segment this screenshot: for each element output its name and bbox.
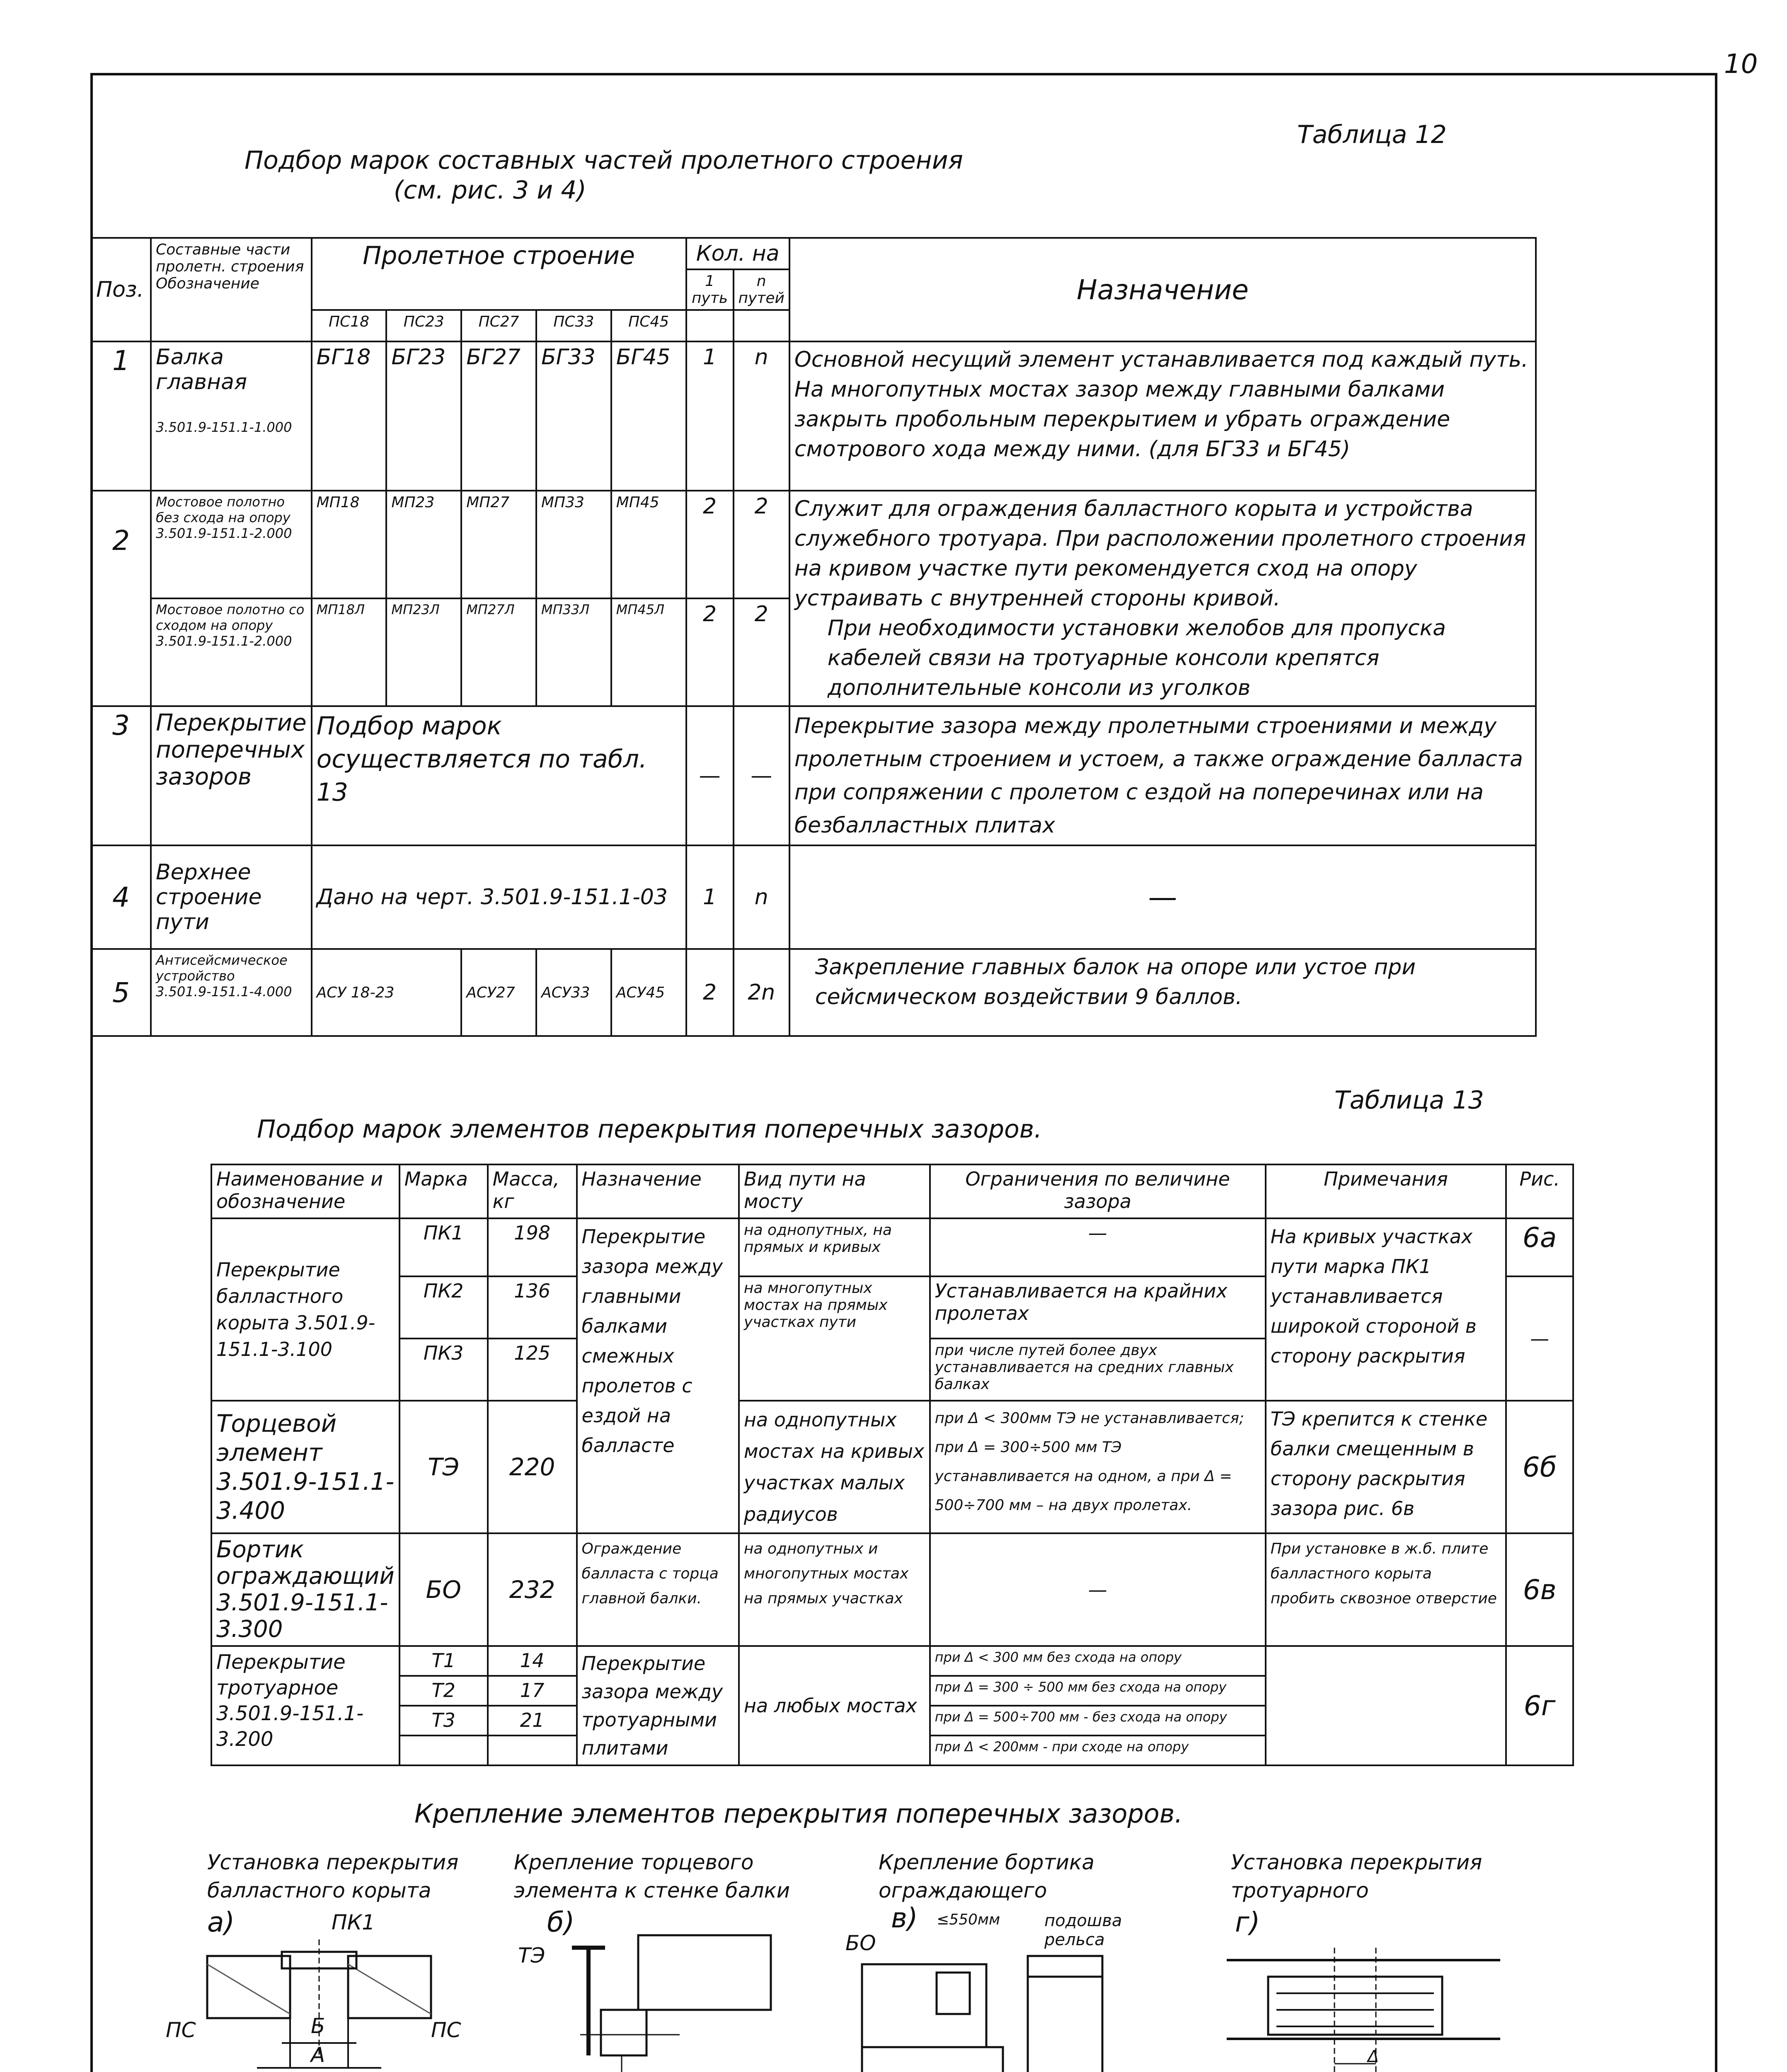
table13-row (211, 1401, 1573, 1533)
th-qty-n: n путей (734, 269, 789, 310)
fig-a-drawing (157, 1931, 497, 2072)
th-fig: Рис. (1506, 1164, 1573, 1218)
th-qty-1b (686, 310, 734, 341)
hatch (207, 1964, 290, 2014)
limit: при Δ = 300 ÷ 500 мм без схода на опору (930, 1676, 1266, 1706)
cell-mark: БГ23 (386, 341, 461, 491)
mass: 220 (488, 1401, 577, 1533)
table12-row (91, 491, 1536, 598)
mass: 14 (488, 1646, 577, 1676)
cell-pos: 1 (91, 341, 151, 491)
cell-mark: МП23 (386, 491, 461, 598)
track: на однопутных и многопутных мостах на прямых участках (739, 1533, 930, 1646)
th-parts-2: пролетн. строения (156, 258, 304, 275)
table12-row (91, 706, 1536, 845)
g3-name: Бортик ограждающий 3.501.9-151.1-3.300 (211, 1533, 400, 1646)
mark: ТЭ (400, 1401, 488, 1533)
cell-mark: МП27Л (461, 598, 536, 706)
th-parts-3: Обозначение (156, 275, 259, 292)
fig-a-b: Б (311, 2014, 325, 2038)
th-qty: Кол. на (686, 238, 789, 269)
cell-q1: 1 (686, 845, 734, 949)
g1-purpose: Перекрытие зазора между главными балками смежных пролетов с ездой на балласте (577, 1218, 739, 1533)
hatch (348, 1964, 431, 2014)
mass: 198 (488, 1218, 577, 1276)
cell-mark: МП45Л (611, 598, 686, 706)
cell-q1: — (686, 706, 734, 845)
track: на многопутных мостах на прямых участках пути (739, 1276, 930, 1401)
cell-qn: n (734, 341, 789, 491)
th-span-3: ПС33 (536, 310, 611, 341)
mass: 21 (488, 1706, 577, 1736)
th-name: Наименование и обозначение (211, 1164, 400, 1218)
cell-mark: МП45 (611, 491, 686, 598)
mark: ПК3 (400, 1339, 488, 1401)
table13-row (211, 1218, 1573, 1276)
fig-g-drawing (1218, 1944, 1509, 2072)
fig-v-dim: ≤550мм (937, 1911, 1000, 1928)
fig: 6б (1506, 1401, 1573, 1533)
fig-b-te: ТЭ (518, 1944, 545, 1968)
fig-v-letter: в) (891, 1902, 918, 1934)
table13-row (211, 1646, 1573, 1676)
cell-name (151, 949, 312, 1036)
th-span-1: ПС23 (386, 310, 461, 341)
table12-row (91, 341, 1536, 491)
bracket (601, 2010, 647, 2055)
g4-track: на любых мостах (739, 1646, 930, 1765)
th-track: Вид пути на мосту (739, 1164, 930, 1218)
th-parts (151, 238, 312, 341)
limit: при числе путей более двух устанавливается на средних главных балках (930, 1339, 1266, 1401)
g1-name: Перекрытие балластного корыта 3.501.9-151.1-3.100 (211, 1218, 400, 1401)
page-number: 10 (1724, 49, 1758, 80)
cell-mark: МП18Л (312, 598, 387, 706)
cell-purpose: Закрепление главных балок на опоре или устое при сейсмическом воздействии 9 баллов. (789, 949, 1536, 1036)
part-code: 3.501.9-151.1-2.000 (156, 525, 292, 541)
g4-name: Перекрытие тротуарное 3.501.9-151.1-3.200 (211, 1646, 400, 1765)
cell-mark: БГ33 (536, 341, 611, 491)
mark: Т1 (400, 1646, 488, 1676)
beam-wall (638, 1935, 771, 2010)
limit: при Δ < 200мм - при сходе на опору (930, 1736, 1266, 1765)
limit: при Δ < 300 мм без схода на опору (930, 1646, 1266, 1676)
cell-mark: АСУ33 (536, 949, 611, 1036)
slab (862, 2047, 1003, 2072)
cell-span-text: Дано на черт. 3.501.9-151.1-03 (312, 845, 686, 949)
table12-header-row (91, 238, 1536, 269)
cell-qn: 2 (734, 598, 789, 706)
cell-name (151, 341, 312, 491)
th-qty-nb (734, 310, 789, 341)
mark: Т2 (400, 1676, 488, 1706)
cell-purpose (789, 491, 1536, 706)
limit: при Δ < 300мм ТЭ не устанавливается; при Δ = 300÷500 мм ТЭ устанавливается на одном, а при Δ = 500÷700 мм – на двух пролетах. (930, 1401, 1266, 1533)
th-mass: Масса, кг (488, 1164, 577, 1218)
fig-b-drawing (555, 1923, 787, 2072)
limit: — (930, 1533, 1266, 1646)
th-note: Примечания (1266, 1164, 1506, 1218)
g2-name: Торцевой элемент 3.501.9-151.1-3.400 (211, 1401, 400, 1533)
cell-mark: МП33Л (536, 598, 611, 706)
cell-purpose: Перекрытие зазора между пролетными строениями и между пролетным строением и устоем, а также ограждение балласта при сопряжении с пролетом с ездой на поперечинах или на безбалластных плитах (789, 706, 1536, 845)
fig-g-delta: Δ (1368, 2047, 1379, 2066)
part-code: 3.501.9-151.1-4.000 (156, 984, 292, 1000)
table13 (211, 1164, 1574, 1766)
th-qty-1: 1 путь (686, 269, 734, 310)
cell-pos: 4 (91, 845, 151, 949)
table13-caption: Таблица 13 (1334, 1086, 1484, 1115)
part-name: Мостовое полотно без схода на опору (156, 494, 291, 525)
cell-mark: АСУ 18-23 (312, 949, 462, 1036)
fig-a-title: Установка перекрытия балластного корыта (207, 1850, 459, 1903)
cell-q1: 2 (686, 491, 734, 598)
mass: 17 (488, 1676, 577, 1706)
table13-row (211, 1533, 1573, 1646)
mark: БО (400, 1533, 488, 1646)
cell-pos: 2 (91, 491, 151, 706)
limit: Устанавливается на крайних пролетах (930, 1276, 1266, 1339)
right-slab (348, 1956, 431, 2018)
table12 (90, 237, 1537, 1037)
bo-element (937, 1973, 970, 2014)
table13-header-row (211, 1164, 1573, 1218)
g3-purpose: Ограждение балласта с торца главной балки. (577, 1533, 739, 1646)
mark: Т3 (400, 1706, 488, 1736)
fig-g-letter: г) (1235, 1906, 1260, 1938)
fig: 6а (1506, 1218, 1573, 1276)
cell-mark: БГ18 (312, 341, 387, 491)
fig-a-letter: а) (207, 1906, 235, 1938)
note: ТЭ крепится к стенке балки смещенным в сторону раскрытия зазора рис. 6в (1266, 1401, 1506, 1533)
limit: при Δ = 500÷700 мм - без схода на опору (930, 1706, 1266, 1736)
fig: — (1506, 1276, 1573, 1401)
part-name: Мостовое полотно со сходом на опору (156, 602, 305, 633)
cell-name (151, 491, 312, 598)
purpose-text: Служит для ограждения балластного корыта и устройства служебного тротуара. При расположении пролетного строения на кривом участке пути рекомендуется сход на опору устраивать с внутренней стороны кривой. (794, 496, 1526, 611)
mass: 136 (488, 1276, 577, 1339)
cell-mark: БГ27 (461, 341, 536, 491)
table12-subtitle: (см. рис. 3 и 4) (394, 176, 586, 205)
g4-purpose: Перекрытие зазора между тротуарными плитами (577, 1646, 739, 1765)
th-span-0: ПС18 (312, 310, 387, 341)
fig-b-letter: б) (547, 1906, 575, 1938)
table12-title: Подбор марок составных частей пролетного строения (245, 146, 963, 175)
purpose-text-2: При необходимости установки желобов для пропуска кабелей связи на тротуарные консоли крепятся дополнительные консоли из уголков (827, 616, 1446, 700)
ballast-trough (862, 1964, 986, 2047)
part-name: Антисейсмическое устройство (156, 952, 288, 984)
cell-mark: МП27 (461, 491, 536, 598)
part-code: 3.501.9-151.1-1.000 (156, 419, 292, 435)
cell-q1: 2 (686, 598, 734, 706)
th-span-4: ПС45 (611, 310, 686, 341)
th-span: Пролетное строение (312, 238, 686, 310)
cell-mark: МП18 (312, 491, 387, 598)
cell-mark: МП23Л (386, 598, 461, 706)
cell-qn: — (734, 706, 789, 845)
cell-purpose: Основной несущий элемент устанавливается под каждый путь. На многопутных мостах зазор между главными балками закрыть пробольным перекрытием и убрать ограждение смотрового хода между ними. (для БГ33 и БГ45) (789, 341, 1536, 491)
cell-q1: 1 (686, 341, 734, 491)
cell-span-text: Подбор марок осуществляется по табл. 13 (312, 706, 686, 845)
fig-a-pk: ПК1 (332, 1910, 375, 1934)
th-purpose: Назначение (577, 1164, 739, 1218)
cell-name: Верхнее строение пути (151, 845, 312, 949)
part-name: Балка главная (156, 345, 247, 395)
th-pos: Поз. (91, 238, 151, 341)
note: При установке в ж.б. плите балластного корыта пробить сквозное отверстие (1266, 1533, 1506, 1646)
cell-pos: 5 (91, 949, 151, 1036)
table12-row (91, 949, 1536, 1036)
fig-b-title: Крепление торцевого элемента к стенке балки (514, 1850, 790, 1903)
cell-mark: АСУ27 (461, 949, 536, 1036)
table12-row (91, 845, 1536, 949)
cell-mark: БГ45 (611, 341, 686, 491)
mass (488, 1736, 577, 1765)
cell-name: Перекрытие поперечных зазоров (151, 706, 312, 845)
fig-v-drawing (854, 1948, 1144, 2072)
cell-q1: 2 (686, 949, 734, 1036)
fig-a-ps-left: ПС (166, 2018, 196, 2042)
mass: 232 (488, 1533, 577, 1646)
left-slab (207, 1956, 290, 2018)
fig-a-a: А (311, 2043, 325, 2067)
cell-mark: МП33 (536, 491, 611, 598)
fig: 6г (1506, 1646, 1573, 1765)
mark (400, 1736, 488, 1765)
fig-v-bo: БО (845, 1931, 876, 1955)
figures-heading: Крепление элементов перекрытия поперечных зазоров. (414, 1798, 1183, 1829)
part-code: 3.501.9-151.1-2.000 (156, 633, 292, 649)
th-mark: Марка (400, 1164, 488, 1218)
fig-v-rail: подошва рельса (1044, 1911, 1122, 1949)
track: на однопутных, на прямых и кривых (739, 1218, 930, 1276)
g1-note: На кривых участках пути марка ПК1 устанавливается широкой стороной в сторону раскрытия (1266, 1218, 1506, 1401)
cell-pos: 3 (91, 706, 151, 845)
cell-qn: 2n (734, 949, 789, 1036)
th-limit: Ограничения по величине зазора (930, 1164, 1266, 1218)
fig-v-title: Крепление бортика ограждающего (879, 1850, 1094, 1903)
fig-a-ps-right: ПС (431, 2018, 461, 2042)
table12-caption: Таблица 12 (1297, 120, 1447, 149)
fig: 6в (1506, 1533, 1573, 1646)
cell-mark: АСУ45 (611, 949, 686, 1036)
th-purpose: Назначение (789, 238, 1536, 341)
g4-note (1266, 1646, 1506, 1765)
sleeper (1028, 1956, 1102, 1977)
track: на однопутных мостах на кривых участках малых радиусов (739, 1401, 930, 1533)
cell-qn: 2 (734, 491, 789, 598)
cell-qn: n (734, 845, 789, 949)
table13-title: Подбор марок элементов перекрытия поперечных зазоров. (257, 1115, 1042, 1144)
mark: ПК2 (400, 1276, 488, 1339)
th-span-2: ПС27 (461, 310, 536, 341)
mark: ПК1 (400, 1218, 488, 1276)
ps-beam (1028, 1956, 1102, 2072)
cell-name (151, 598, 312, 706)
fig-g-title: Установка перекрытия тротуарного (1231, 1850, 1482, 1903)
limit: — (930, 1218, 1266, 1276)
cell-purpose: — (789, 845, 1536, 949)
mass: 125 (488, 1339, 577, 1401)
th-parts-1: Составные части (156, 241, 291, 258)
